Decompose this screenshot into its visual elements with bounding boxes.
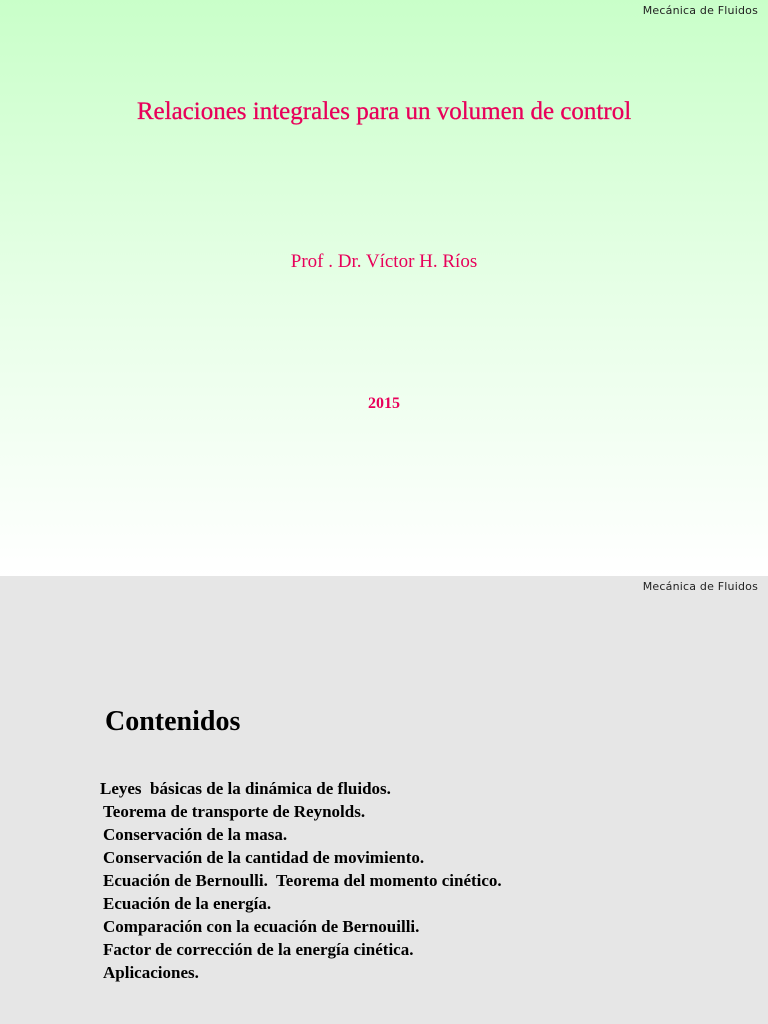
presentation-year: 2015 bbox=[368, 395, 400, 412]
contents-list bbox=[100, 777, 502, 984]
author-name: Prof . Dr. Víctor H. Ríos bbox=[290, 251, 478, 272]
contents-item: Teorema de transporte de Reynolds. bbox=[103, 802, 366, 821]
slide-title: Relaciones integrales para un volumen de control bbox=[136, 98, 632, 125]
contents-heading: Contenidos bbox=[105, 706, 241, 737]
contents-item: Factor de corrección de la energía cinética. bbox=[103, 940, 414, 959]
contents-item: Ecuación de Bernoulli. Teorema del momento cinético. bbox=[103, 871, 502, 890]
slide-header-label: Mecánica de Fluidos bbox=[642, 580, 758, 593]
slide-header-label: Mecánica de Fluidos bbox=[642, 4, 758, 17]
contents-slide bbox=[0, 576, 768, 1024]
contents-item: Aplicaciones. bbox=[103, 963, 199, 982]
contents-item: Conservación de la masa. bbox=[103, 825, 288, 844]
contents-item: Ecuación de la energía. bbox=[103, 894, 272, 913]
contents-item: Conservación de la cantidad de movimiento. bbox=[103, 848, 425, 867]
contents-item: Leyes básicas de la dinámica de fluidos. bbox=[100, 779, 391, 798]
contents-item: Comparación con la ecuación de Bernouilli. bbox=[103, 917, 420, 936]
